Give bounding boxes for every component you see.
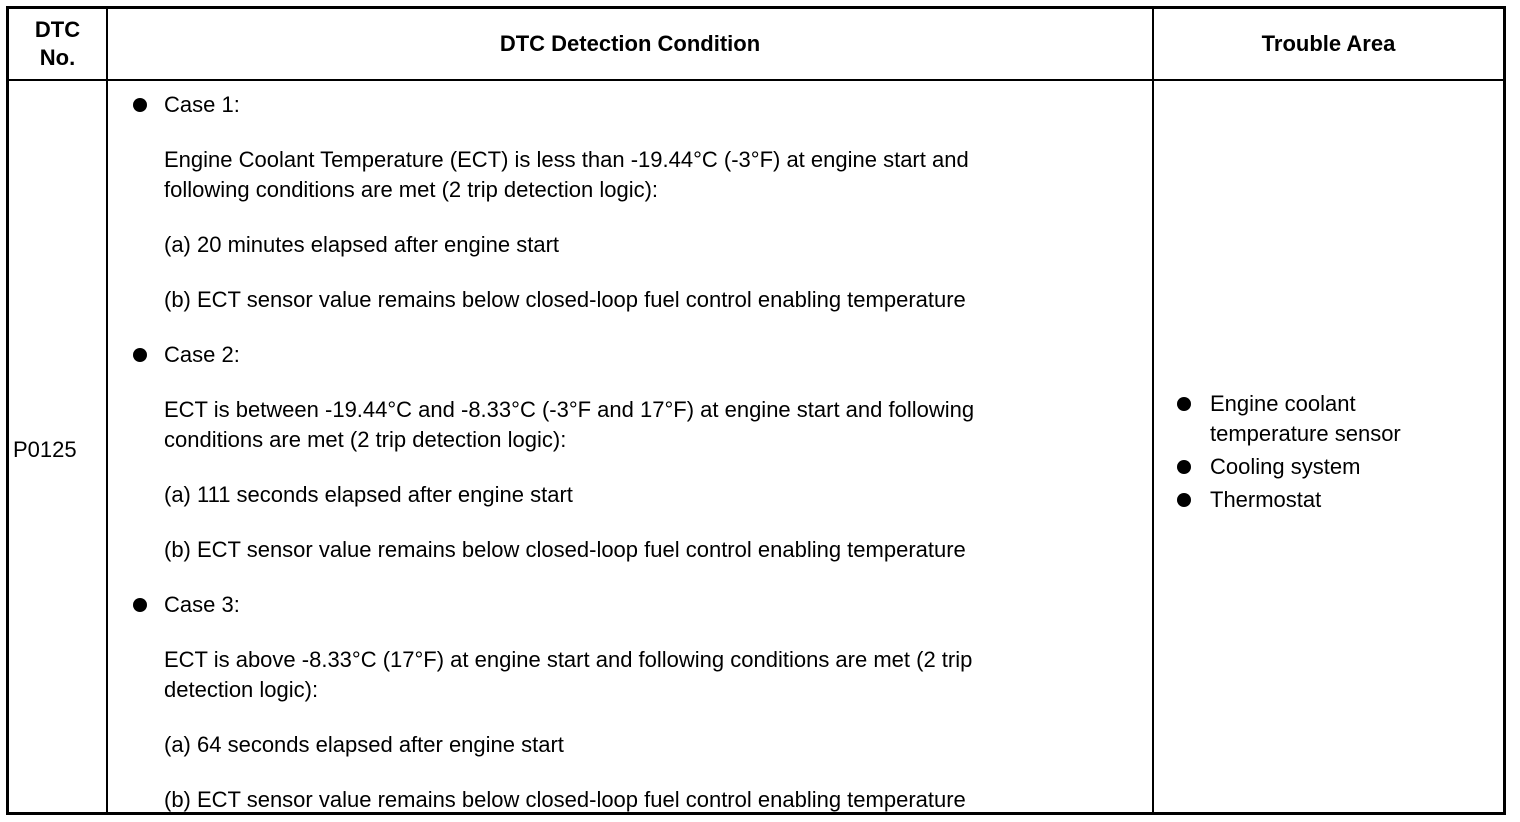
trouble-area-item: Cooling system	[1210, 454, 1361, 479]
trouble-area-item: Engine coolant	[1210, 391, 1356, 416]
header-trouble-area: Trouble Area	[1261, 31, 1396, 56]
case-condition-a: (a) 64 seconds elapsed after engine start	[164, 732, 564, 757]
case-description-line: Engine Coolant Temperature (ECT) is less than -19.44°C (-3°F) at engine start and	[164, 147, 969, 172]
bullet-icon	[133, 348, 147, 362]
case-condition-b: (b) ECT sensor value remains below closed-loop fuel control enabling temperature	[164, 537, 966, 562]
header-dtc-no-line2: No.	[39, 45, 76, 70]
case-condition-a: (a) 20 minutes elapsed after engine start	[164, 232, 560, 257]
case-description-line: ECT is above -8.33°C (17°F) at engine start and following conditions are met (2 trip	[164, 647, 973, 672]
case-title: Case 3:	[164, 592, 240, 617]
case-description-line: detection logic):	[164, 677, 319, 702]
dtc-table	[6, 6, 1506, 815]
case-condition-b: (b) ECT sensor value remains below closed-loop fuel control enabling temperature	[164, 287, 966, 312]
trouble-area-item-continued: temperature sensor	[1210, 421, 1401, 446]
case-condition-b: (b) ECT sensor value remains below closed-loop fuel control enabling temperature	[164, 787, 966, 812]
case-description-line: following conditions are met (2 trip detection logic):	[164, 177, 659, 202]
column-divider	[1152, 9, 1154, 812]
bullet-icon	[133, 598, 147, 612]
header-dtc-no-line1: DTC	[34, 17, 81, 42]
trouble-area-item: Thermostat	[1210, 487, 1322, 512]
bullet-icon	[1177, 493, 1191, 507]
case-title: Case 1:	[164, 92, 240, 117]
column-divider	[106, 9, 108, 812]
case-title: Case 2:	[164, 342, 240, 367]
case-description-line: ECT is between -19.44°C and -8.33°C (-3°F and 17°F) at engine start and following	[164, 397, 975, 422]
bullet-icon	[1177, 397, 1191, 411]
bullet-icon	[1177, 460, 1191, 474]
case-condition-a: (a) 111 seconds elapsed after engine start	[164, 482, 573, 507]
header-dtc-no	[9, 9, 106, 79]
bullet-icon	[133, 98, 147, 112]
header-detection-condition: DTC Detection Condition	[499, 31, 761, 56]
case-description-line: conditions are met (2 trip detection logic):	[164, 427, 567, 452]
dtc-code: P0125	[13, 437, 77, 462]
header-divider	[9, 79, 1503, 81]
